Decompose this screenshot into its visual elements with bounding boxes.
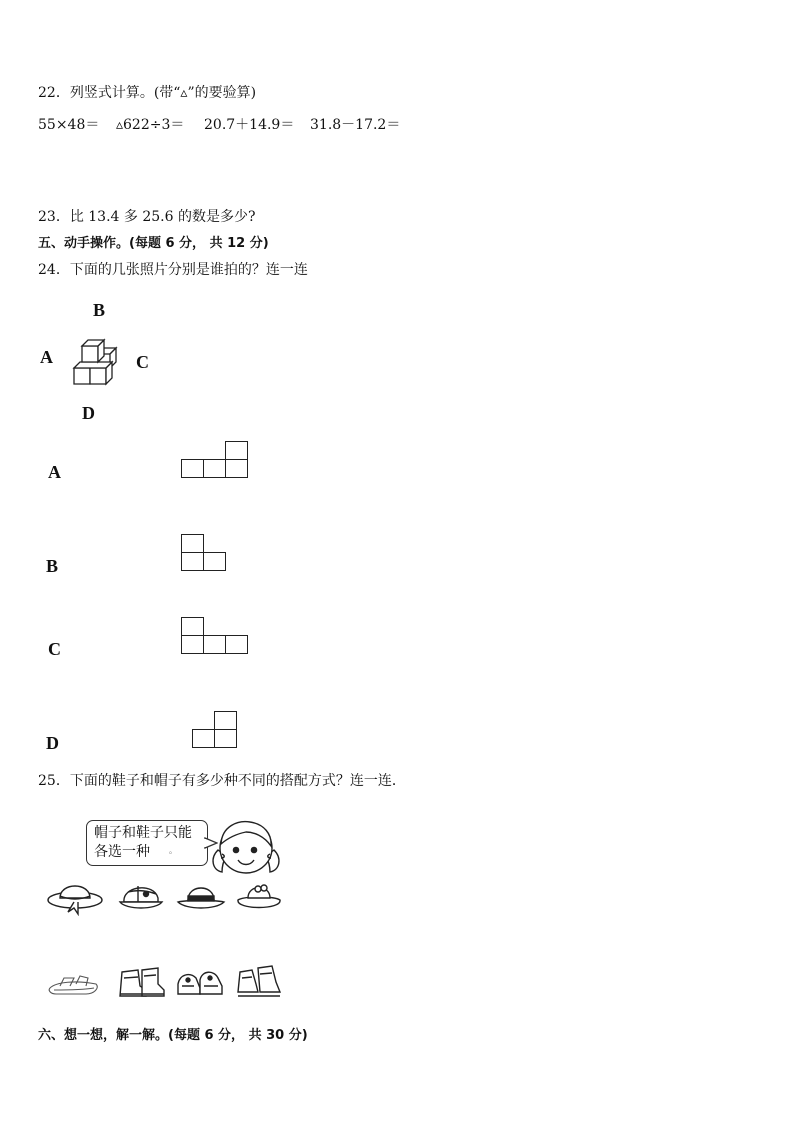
viewer-label-right: C [136,352,149,372]
viewer-label-bottom: D [82,403,95,423]
q22-title: 22．列竖式计算。(带“▵”的要验算) [38,85,257,101]
speech-line-1: 帽子和鞋子只能 [94,825,192,841]
equation-1: 55×48＝ [38,117,100,133]
option-label-d: D [46,733,59,753]
option-label-b: B [46,556,59,576]
shoe-1-sandal-icon[interactable] [46,968,102,1000]
hat-3-fedora-icon[interactable] [176,878,226,914]
hat-4-icon[interactable] [234,876,284,914]
equation-3: 20.7＋14.9＝ [204,117,295,133]
q23-title: 23．比 13.4 多 25.6 的数是多少? [38,209,256,225]
speech-mark: 。 [169,846,177,855]
speech-bubble [86,820,208,866]
viewer-label-top: B [93,300,106,320]
q25-title: 25．下面的鞋子和帽子有多少种不同的搭配方式？连一连． [38,773,406,789]
equation-2: ▵622÷3＝ [116,117,185,133]
shoe-2-boots-icon[interactable] [116,964,168,1002]
q24-title: 24．下面的几张照片分别是谁拍的？连一连 [38,262,308,278]
option-label-c: C [48,639,61,659]
viewer-label-left: A [40,347,53,367]
cube-arrangement [66,332,122,390]
equation-4: 31.8－17.2＝ [310,117,401,133]
speech-line-2: 各选一种 [94,844,150,860]
shoe-3-sneakers-icon[interactable] [174,966,226,1000]
section6-title: 六、想一想，解一解。(每题 6 分， 共 30 分) [38,1028,308,1043]
girl-face-icon [208,814,286,878]
option-label-a: A [48,462,61,482]
hat-2-cap-icon[interactable] [116,878,166,914]
hat-1-icon[interactable] [44,874,106,916]
section5-title: 五、动手操作。(每题 6 分， 共 12 分) [38,236,269,251]
shoe-4-skates-icon[interactable] [234,962,284,1002]
